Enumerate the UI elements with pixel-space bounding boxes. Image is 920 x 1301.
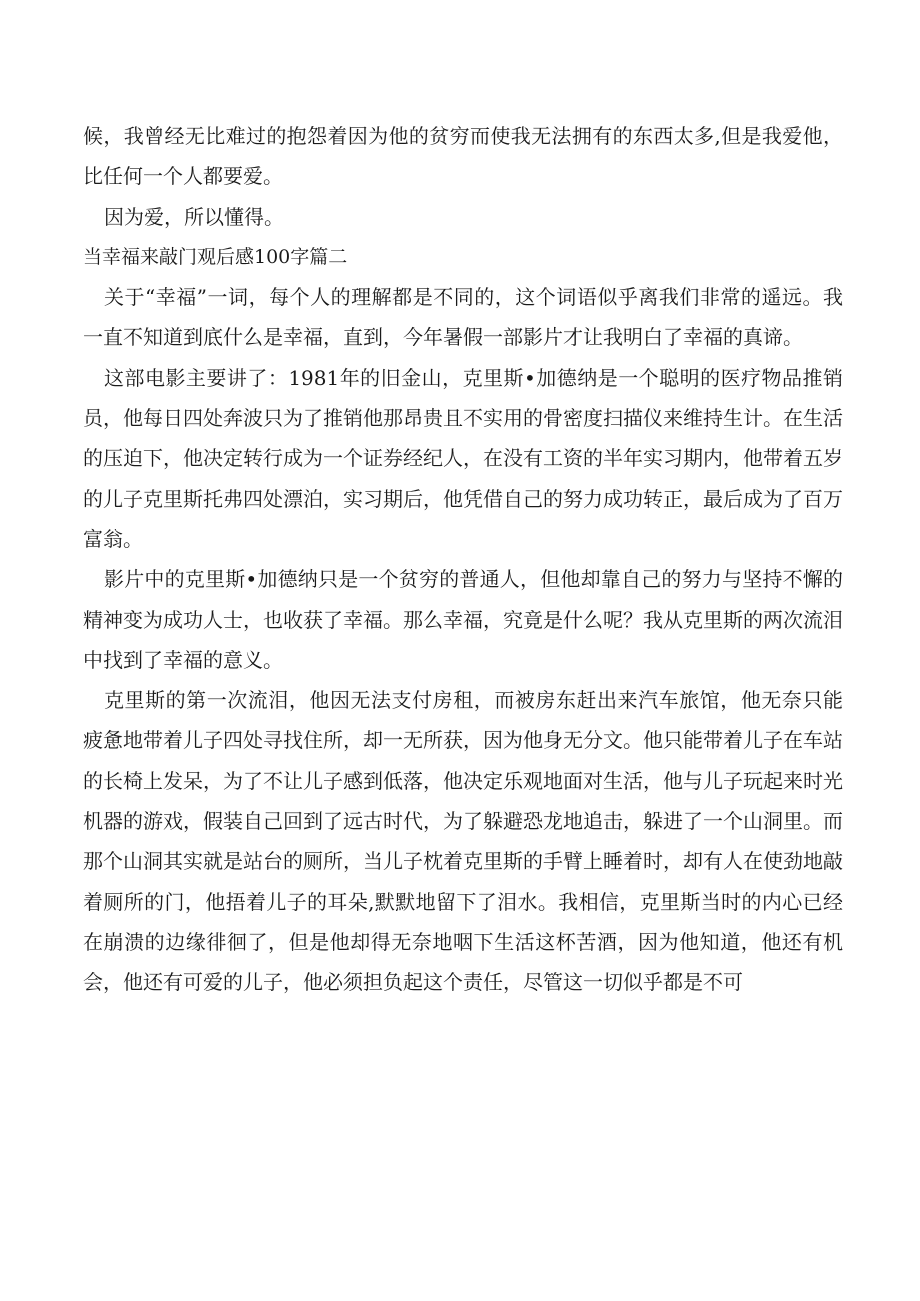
document-body xyxy=(83,116,843,1003)
paragraph-because-love: 因为爱，所以懂得。 xyxy=(104,204,284,229)
paragraph-continuation: 候，我曾经无比难过的抱怨着因为他的贫穷而使我无法拥有的东西太多,但是我爱他，比任何一个人都要爱。 xyxy=(83,124,843,189)
paragraph-first-tears: 克里斯的第一次流泪，他因无法支付房租，而被房东赶出来汽车旅馆，他无奈只能疲惫地带着儿子四处寻找住所，却一无所获，因为他身无分文。他只能带着儿子在车站的长椅上发呆，为了不让儿子感到低落，他决定乐观地面对生活，他与儿子玩起来时光机器的游戏，假装自己回到了远古时代，为了躲避恐龙地追击，躲进了一个山洞里。而那个山洞其实就是站台的厕所，当儿子枕着克里斯的手臂上睡着时，却有人在使劲地敲着厕所的门，他捂着儿子的耳朵,默默地留下了泪水。我相信，克里斯当时的内心已经在崩溃的边缘徘徊了，但是他却得无奈地咽下生活这杯苦酒，因为他知道，他还有机会，他还有可爱的儿子，他必须担负起这个责任，尽管这一切似乎都是不可 xyxy=(83,688,843,995)
paragraph-movie-summary: 这部电影主要讲了：1981年的旧金山，克里斯•加德纳是一个聪明的医疗物品推销员，他每日四处奔波只为了推销他那昂贵且不实用的骨密度扫描仪来维持生计。在生活的压迫下，他决定转行成为一个证券经纪人，在没有工资的半年实习期内，他带着五岁的儿子克里斯托弗四处漂泊，实习期后，他凭借自己的努力成功转正，最后成为了百万富翁。 xyxy=(83,365,843,551)
section-heading: 当幸福来敲门观后感100字篇二 xyxy=(83,245,348,268)
paragraph-about-happiness: 关于“幸福”一词，每个人的理解都是不同的，这个词语似乎离我们非常的遥远。我一直不知道到底什么是幸福，直到，今年暑假一部影片才让我明白了幸福的真谛。 xyxy=(83,285,843,350)
paragraph-chris-gardner: 影片中的克里斯•加德纳只是一个贫穷的普通人，但他却靠自己的努力与坚持不懈的精神变为成功人士，也收获了幸福。那么幸福，究竟是什么呢？我从克里斯的两次流泪中找到了幸福的意义。 xyxy=(83,567,843,672)
